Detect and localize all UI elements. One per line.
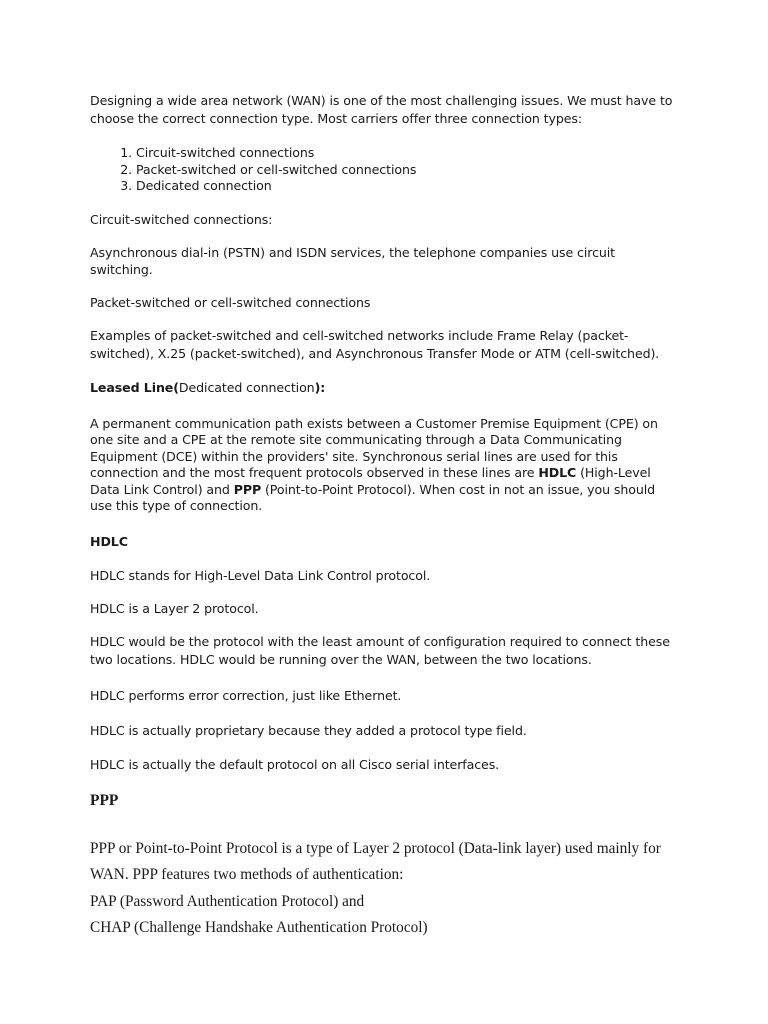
hdlc-paragraph: HDLC performs error correction, just like Ethernet.	[90, 687, 402, 703]
circuit-heading: Circuit-switched connections:	[90, 211, 273, 227]
leased-heading-close: ):	[314, 379, 326, 395]
leased-body-text: (Point-to-Point Protocol). When cost in not an issue, you should use this type of connection.	[90, 481, 656, 513]
ppp-term: PPP	[233, 481, 262, 497]
hdlc-paragraph: HDLC is actually the default protocol on all Cisco serial interfaces.	[90, 756, 500, 772]
hdlc-paragraph: HDLC would be the protocol with the least amount of configuration required to connect these two locations. HDLC would be running over the WAN, between the two locations.	[90, 633, 670, 667]
ppp-line: PAP (Password Authentication Protocol) and	[90, 892, 365, 910]
leased-body-text: (High-Level Data Link Control) and	[90, 465, 651, 497]
packet-heading: Packet-switched or cell-switched connections	[90, 294, 371, 310]
circuit-body: Asynchronous dial-in (PSTN) and ISDN services, the telephone companies use circuit switching.	[90, 244, 616, 277]
hdlc-paragraph: HDLC stands for High-Level Data Link Control protocol.	[90, 567, 431, 583]
ppp-heading: PPP	[90, 791, 119, 809]
ppp-paragraph: PPP or Point-to-Point Protocol is a type of Layer 2 protocol (Data-link layer) used mainly for WAN. PPP features two methods of authentication:	[90, 839, 661, 883]
hdlc-term: HDLC	[538, 465, 577, 480]
document-page	[90, 92, 680, 942]
hdlc-paragraph: HDLC is a Layer 2 protocol.	[90, 600, 259, 616]
leased-heading-bold: Leased Line(	[90, 379, 179, 395]
leased-heading	[90, 379, 680, 396]
packet-body: Examples of packet-switched and cell-switched networks include Frame Relay (packet-switched), X.25 (packet-switched), and Asynchronous Transfer Mode or ATM (cell-switched).	[90, 327, 660, 361]
list-item: 2. Packet-switched or cell-switched connections	[136, 162, 680, 179]
intro-paragraph: Designing a wide area network (WAN) is one of the most challenging issues. We must have to choose the correct connection type. Most carriers offer three connection types:	[90, 93, 673, 126]
ppp-line: CHAP (Challenge Handshake Authentication Protocol)	[90, 919, 428, 936]
leased-body	[90, 416, 680, 515]
hdlc-paragraph: HDLC is actually proprietary because they added a protocol type field.	[90, 722, 527, 738]
leased-heading-normal: Dedicated connection	[178, 379, 315, 395]
list-item: 1. Circuit-switched connections	[136, 145, 680, 162]
list-item: 3. Dedicated connection	[136, 178, 680, 195]
connection-types-list	[90, 145, 680, 195]
leased-body-text: A permanent communication path exists between a Customer Premise Equipment (CPE) on one site and a CPE at the remote site communicating through a Data Communicating Equipment (DCE) within the providers' site. Synchronous serial lines are used for this connection and the most frequent protocols observed in these lines are	[90, 415, 658, 480]
hdlc-heading: HDLC	[90, 533, 128, 549]
